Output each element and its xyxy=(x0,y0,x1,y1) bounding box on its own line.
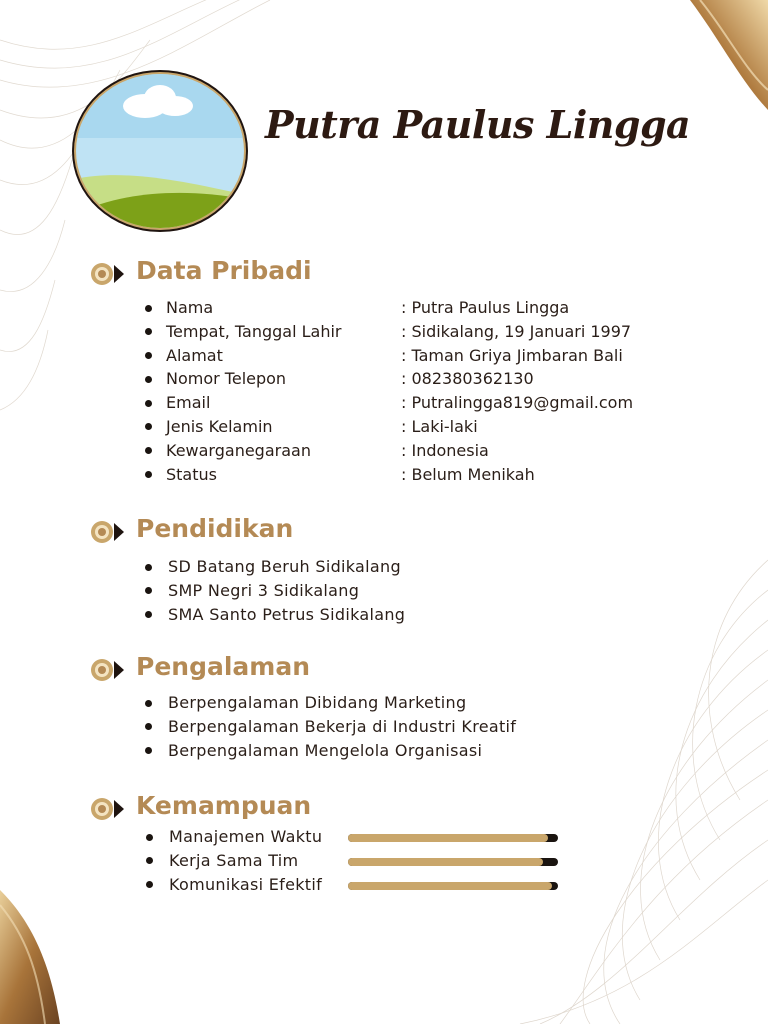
skill-bar xyxy=(348,882,558,890)
skill-label: Komunikasi Efektif xyxy=(169,874,323,894)
personal-data-row xyxy=(145,439,705,463)
skill-bar xyxy=(348,834,558,842)
section-title-data-pribadi: Data Pribadi xyxy=(136,256,312,285)
personal-data-row xyxy=(145,344,705,368)
personal-data-row xyxy=(145,320,705,344)
row-value: : 082380362130 xyxy=(401,369,534,389)
section-title-pengalaman: Pengalaman xyxy=(136,652,310,681)
top-right-gold-swirl xyxy=(690,0,768,110)
section-bullet-icon xyxy=(90,797,126,821)
list-item: SD Batang Beruh Sidikalang xyxy=(145,555,705,579)
list-item: Berpengalaman Dibidang Marketing xyxy=(145,691,705,715)
row-value: : Putra Paulus Lingga xyxy=(401,298,570,317)
section-bullet-icon xyxy=(90,262,126,286)
education-list xyxy=(145,555,705,626)
personal-data-list xyxy=(145,296,705,486)
skill-bar xyxy=(348,858,558,866)
skill-row xyxy=(146,873,606,897)
row-label: Alamat xyxy=(166,345,223,365)
row-value: : Putralingga819@gmail.com xyxy=(401,393,634,413)
skill-label: Manajemen Waktu xyxy=(169,827,323,846)
row-value: : Indonesia xyxy=(401,440,489,460)
row-value: : Taman Griya Jimbaran Bali xyxy=(401,345,623,365)
profile-name: Putra Paulus Lingga xyxy=(265,102,691,147)
row-label: Tempat, Tanggal Lahir xyxy=(166,321,342,341)
row-label: Status xyxy=(166,464,217,484)
row-label: Nama xyxy=(166,298,214,317)
skill-row xyxy=(146,825,606,849)
skill-label: Kerja Sama Tim xyxy=(169,850,299,870)
skill-bar-fill xyxy=(348,858,543,866)
row-label: Kewarganegaraan xyxy=(166,440,311,460)
section-bullet-icon xyxy=(90,658,126,682)
list-item: Berpengalaman Mengelola Organisasi xyxy=(145,739,705,763)
skill-row xyxy=(146,849,606,873)
bottom-right-wave-lines xyxy=(520,560,768,1024)
list-item: Berpengalaman Bekerja di Industri Kreatif xyxy=(145,715,705,739)
personal-data-row xyxy=(145,367,705,391)
personal-data-row xyxy=(145,391,705,415)
skill-bar-fill xyxy=(348,834,548,842)
row-value: : Belum Menikah xyxy=(401,464,535,484)
section-title-kemampuan: Kemampuan xyxy=(136,791,312,820)
skills-list xyxy=(146,825,606,896)
section-title-pendidikan: Pendidikan xyxy=(136,514,294,543)
personal-data-row xyxy=(145,296,705,320)
skill-bar-fill xyxy=(348,882,552,890)
row-label: Jenis Kelamin xyxy=(166,416,273,436)
experience-list xyxy=(145,691,705,762)
row-value: : Sidikalang, 19 Januari 1997 xyxy=(401,321,632,341)
personal-data-row xyxy=(145,415,705,439)
row-value: : Laki-laki xyxy=(401,416,478,436)
row-label: Email xyxy=(166,393,211,413)
personal-data-row xyxy=(145,463,705,487)
section-bullet-icon xyxy=(90,520,126,544)
avatar xyxy=(70,68,250,234)
list-item: SMP Negri 3 Sidikalang xyxy=(145,579,705,603)
row-label: Nomor Telepon xyxy=(166,369,287,389)
list-item: SMA Santo Petrus Sidikalang xyxy=(145,603,705,627)
